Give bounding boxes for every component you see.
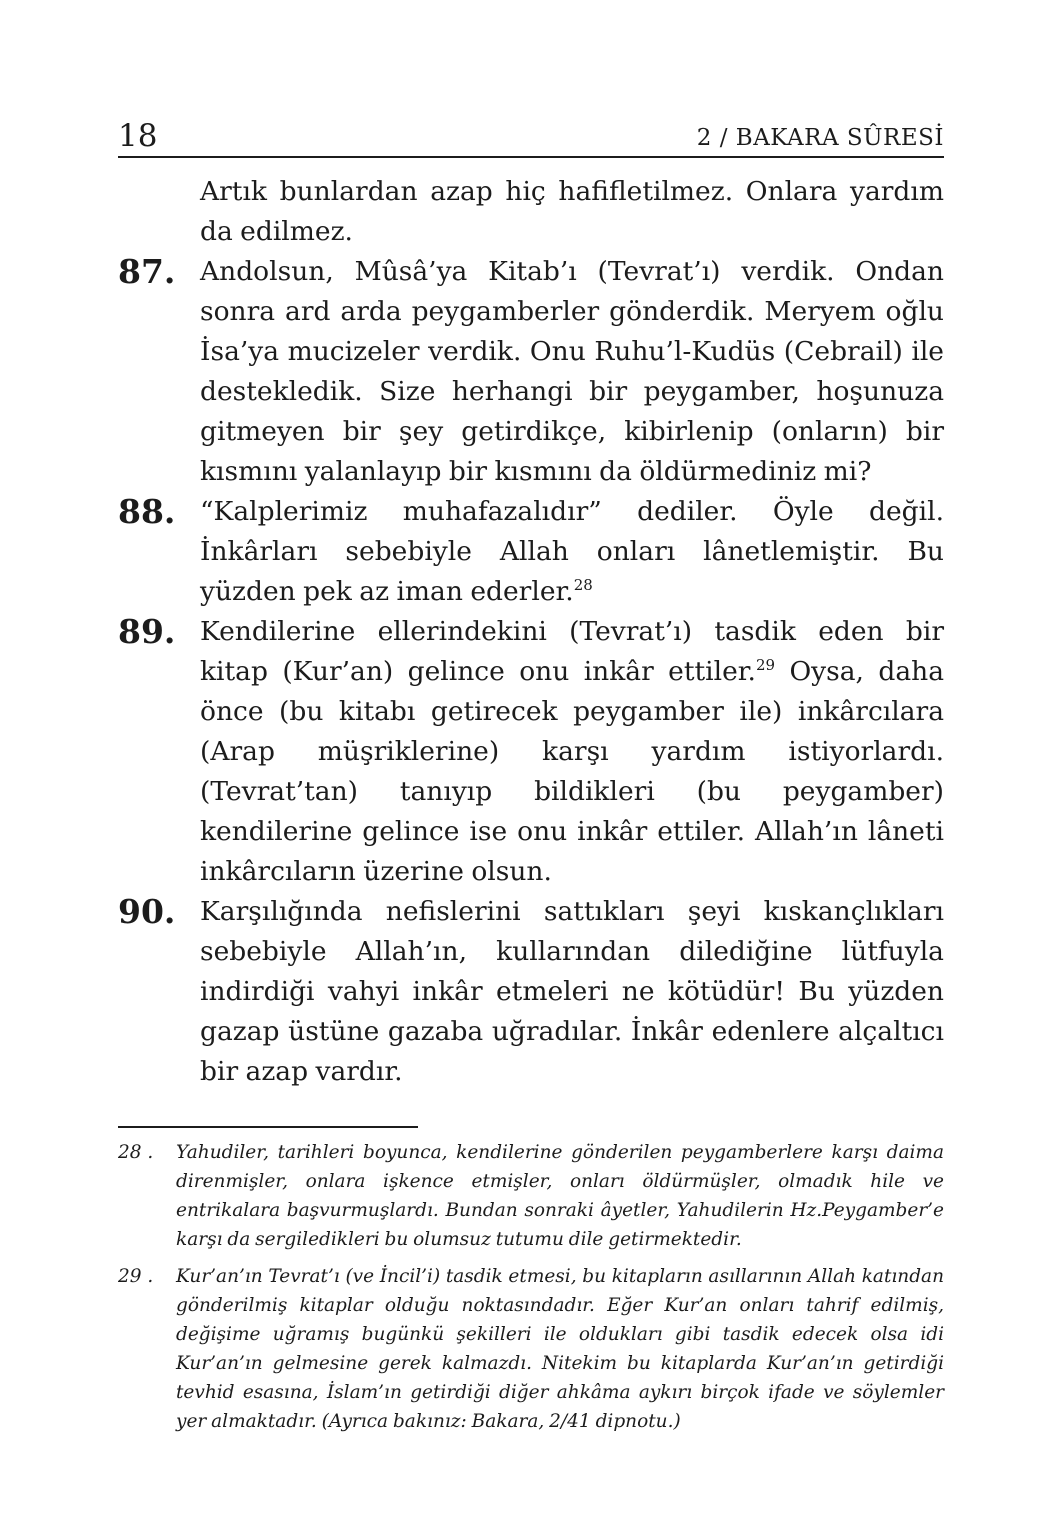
verse-text-part-b: Oysa, daha önce (bu kitabı getirecek peygamber ile) inkârcılara (Arap müşriklerine) karşı yardım istiyorlardı. (Tevrat’tan) tanıyıp bildikleri (bu peygamber) kendilerine gelince ise onu inkâr ettiler. Allah’ın lâneti inkârcıların üzerine olsun. — [200, 656, 944, 887]
verse-88 — [118, 492, 944, 612]
verse-number: 87. — [118, 252, 176, 291]
verse-text — [200, 612, 944, 892]
verse-text: Andolsun, Mûsâ’ya Kitab’ı (Tevrat’ı) verdik. Ondan sonra ard arda peygamberler gönderdik. Meryem oğlu İsa’ya mucizeler verdik. Onu Ruhu’l-Kudüs (Cebrail) ile destekledik. Size herhangi bir peygamber, hoşunuza gitmeyen bir şey getirdikçe, kibirlenip (onların) bir kısmını yalanlayıp bir kısmını da öldürmediniz mi? — [200, 256, 944, 487]
footnote-number: 28 . — [118, 1142, 154, 1163]
verse-text: Karşılığında nefislerini sattıkları şeyi kıskançlıkları sebebiyle Allah’ın, kullarından dilediğine lütfuyla indirdiği vahyi inkâr etmeleri ne kötüdür! Bu yüzden gazap üstüne gazaba uğradılar. İnkâr edenlere alçaltıcı bir azap vardır. — [200, 896, 944, 1087]
verse-number: 89. — [118, 612, 176, 651]
verse-number: 90. — [118, 892, 176, 931]
verse-text: Artık bunlardan azap hiç hafifletilmez. Onlara yardım da edilmez. — [200, 176, 944, 247]
page-header — [118, 112, 944, 158]
verse-number: 88. — [118, 492, 176, 531]
footnote-number: 29 . — [118, 1266, 154, 1287]
verse-89 — [118, 612, 944, 892]
footnote-ref-29[interactable]: 29 — [755, 656, 776, 675]
page-number: 18 — [118, 118, 158, 154]
verses — [118, 172, 944, 1092]
footnote-divider — [118, 1126, 418, 1128]
footnotes — [118, 1138, 944, 1436]
verse-continuation — [118, 172, 944, 252]
footnote-text: Kur’an’ın Tevrat’ı (ve İncil’i) tasdik etmesi, bu kitapların asıllarının Allah katından gönderilmiş kitaplar olduğu noktasındadır. Eğer Kur’an onları tahrif edilmiş, değişime uğramış bugünkü şekilleri ile oldukları gibi tasdik edecek olsa idi Kur’an’ın gelmesine gerek kalmazdı. Nitekim bu kitaplarda Kur’an’ın getirdiği tevhid esasına, İslam’ın getirdiği diğer ahkâma aykırı birçok ifade ve söylemler yer almaktadır. (Ayrıca bakınız: Bakara, 2/41 dipnotu.) — [176, 1266, 944, 1432]
verse-87 — [118, 252, 944, 492]
verse-text-part-a: Kendilerine ellerindekini (Tevrat’ı) tasdik eden bir kitap (Kur’an) gelince onu inkâr ettiler. — [200, 616, 944, 687]
running-title: 2 / BAKARA SÛRESİ — [696, 125, 944, 151]
footnote-29 — [118, 1262, 944, 1436]
verse-number — [118, 172, 200, 252]
footnote-text: Yahudiler, tarihleri boyunca, kendilerine gönderilen peygamberlere karşı daima direnmişler, onlara işkence etmişler, onları öldürmüşler, olmadık hile ve entrikalara başvurmuşlardı. Bundan sonraki âyetler, Yahudilerin Hz.Peygamber’e karşı da sergiledikleri bu olumsuz tutumu dile getirmektedir. — [176, 1142, 944, 1250]
verse-90 — [118, 892, 944, 1092]
footnote-ref-28[interactable]: 28 — [573, 576, 593, 595]
footnote-28 — [118, 1138, 944, 1254]
book-page — [118, 112, 944, 1436]
verse-text — [200, 492, 944, 612]
verse-text-body: “Kalplerimiz muhafazalıdır” dediler. Öyle değil. İnkârları sebebiyle Allah onları lânetlemiştir. Bu yüzden pek az iman ederler. — [200, 496, 944, 607]
